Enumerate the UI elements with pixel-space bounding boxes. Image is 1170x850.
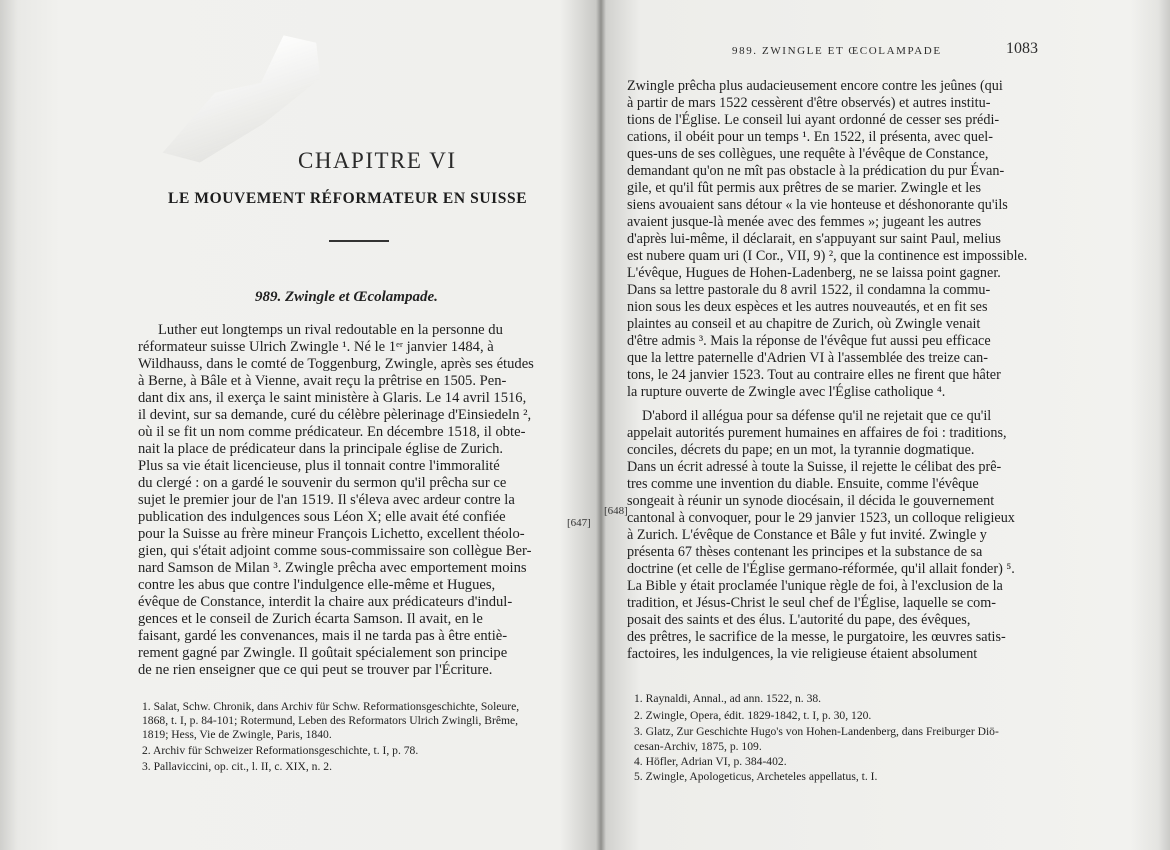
body-line: Wildhauss, dans le comté de Toggenburg, Zwingle, après ses études (138, 356, 534, 372)
body-line: tres comme une invention du diable. Ensuite, comme l'évêque (627, 476, 979, 492)
body-line: appelait autorités purement humaines en affaires de foi : traditions, (627, 425, 1007, 441)
body-line: cantonal à convoquer, pour le 29 janvier 1523, un colloque religieux (627, 510, 1015, 526)
body-line: à partir de mars 1522 cessèrent d'être observés) et autres institu- (627, 95, 991, 111)
running-head: 989. ZWINGLE ET ŒCOLAMPADE (732, 45, 942, 57)
body-line: siens avouaient sans détour « la vie honteuse et déshonorante qu'ils (627, 197, 1008, 213)
footnote-line: cesan-Archiv, 1875, p. 109. (634, 740, 762, 753)
body-line: Plus sa vie était licencieuse, plus il tonnait contre l'immoralité (138, 458, 500, 474)
footnote-line: 2. Zwingle, Opera, édit. 1829-1842, t. I, p. 30, 120. (634, 709, 872, 722)
body-line: tions de l'Église. Le conseil lui ayant ordonné de cesser ses prédi- (627, 112, 1000, 128)
body-line: D'abord il allégua pour sa défense qu'il ne rejetait que ce qu'il (642, 408, 992, 424)
body-line: faisant, gardé les convenances, mais il ne tarda pas à être entiè- (138, 628, 508, 644)
body-line: factoires, les indulgences, la vie religieuse étaient absolument (627, 646, 978, 662)
body-line: doctrine (et celle de l'Église germano-réformée, qu'il allait fonder) ⁵. (627, 561, 1015, 577)
body-line: Dans un écrit adressé à toute la Suisse, il rejette le célibat des prê- (627, 459, 1002, 475)
body-line: demandant qu'on ne mît pas obstacle à la prédication du pur Évan- (627, 163, 1005, 179)
body-line: il devint, sur sa demande, curé du célèbre pèlerinage d'Einsiedeln ², (138, 407, 532, 423)
footnote-line: 1. Salat, Schw. Chronik, dans Archiv für Schw. Reformationsgeschichte, Soleure, (142, 700, 520, 713)
body-line: La Bible y était proclamée l'unique règle de foi, à l'exclusion de la (627, 578, 1003, 594)
title-rule (329, 240, 389, 242)
body-line: sujet le premier jour de l'an 1519. Il s'éleva avec ardeur contre la (138, 492, 515, 508)
margin-reference: [648] (604, 505, 628, 517)
body-line: Luther eut longtemps un rival redoutable en la personne du (158, 322, 503, 338)
body-line: plaintes au conseil et au chapitre de Zurich, où Zwingle venait (627, 316, 981, 332)
footnote-line: 3. Pallaviccini, op. cit., l. II, c. XIX, n. 2. (142, 760, 332, 773)
body-line: avaient jusque-là menée avec des femmes »; jugeant les autres (627, 214, 982, 230)
body-line: du clergé : on a gardé le souvenir du sermon qu'il prêcha sur ce (138, 475, 507, 491)
body-line: songeait à réunir un synode diocésain, il décida le gouvernement (627, 493, 995, 509)
footnote-line: 5. Zwingle, Apologeticus, Archeteles appellatus, t. I. (634, 770, 878, 783)
body-line: dant dix ans, il exerça le saint ministère à Glaris. Le 14 avril 1516, (138, 390, 527, 406)
body-line: d'après lui-même, il déclarait, en s'appuyant sur saint Paul, melius (627, 231, 1001, 247)
footnote-line: 2. Archiv für Schweizer Reformationsgeschichte, t. I, p. 78. (142, 744, 419, 757)
body-line: posait des saints et des élus. L'autorité du pape, des évêques, (627, 612, 971, 628)
body-line: évêque de Constance, interdit la chaire aux prédicateurs d'indul- (138, 594, 513, 610)
subsection-title: 989. Zwingle et Œcolampade. (255, 289, 438, 305)
footnote-line: 3. Glatz, Zur Geschichte Hugo's von Hohen-Landenberg, dans Freiburger Diö- (634, 725, 999, 738)
body-line: Zwingle prêcha plus audacieusement encore contre les jeûnes (qui (627, 78, 1003, 94)
body-line: Dans sa lettre pastorale du 8 avril 1522, il condamna la commu- (627, 282, 991, 298)
body-line: à Berne, à Bâle et à Vienne, avait reçu la prêtrise en 1505. Pen- (138, 373, 507, 389)
body-line: pour la Suisse au frère mineur François Lichetto, excellent théolo- (138, 526, 525, 542)
body-line: réformateur suisse Ulrich Zwingle ¹. Né le 1ᵉʳ janvier 1484, à (138, 339, 494, 355)
body-line: gien, qui s'était adjoint comme sous-commissaire son collègue Ber- (138, 543, 532, 559)
footnote-line: 1. Raynaldi, Annal., ad ann. 1522, n. 38. (634, 692, 822, 705)
body-line: gile, et qu'il fût permis aux prêtres de se marier. Zwingle et les (627, 180, 981, 196)
body-line: où il se fit un nom comme prédicateur. En décembre 1518, il obte- (138, 424, 526, 440)
body-line: est nubere quam uri (I Cor., VII, 9) ², que la continence est impossible. (627, 248, 1028, 264)
body-line: de ne rien enseigner que ce qui peut se trouver par l'Écriture. (138, 662, 493, 678)
body-line: tons, le 24 janvier 1523. Tout au contraire elles ne firent que hâter (627, 367, 1001, 383)
body-line: publication des indulgences sous Léon X; elle avait été confiée (138, 509, 506, 525)
body-line: nard Samson de Milan ³. Zwingle prêcha avec emportement moins (138, 560, 527, 576)
body-line: des prêtres, le sacrifice de la messe, le purgatoire, les œuvres satis- (627, 629, 1006, 645)
body-line: que la lettre paternelle d'Adrien VI à l'assemblée des treize can- (627, 350, 988, 366)
body-line: ques-uns de ses collègues, une requête à l'évêque de Constance, (627, 146, 989, 162)
margin-reference: [647] (567, 517, 591, 529)
body-line: tradition, et Jésus-Christ le seul chef de l'Église, laquelle se com- (627, 595, 996, 611)
footnote-line: 4. Höfler, Adrian VI, p. 384-402. (634, 755, 787, 768)
body-line: la rupture ouverte de Zwingle avec l'Église catholique ⁴. (627, 384, 946, 400)
body-line: L'évêque, Hugues de Hohen-Ladenberg, ne se laissa point gagner. (627, 265, 1001, 281)
body-line: cations, il obéit pour un temps ¹. En 1522, il présenta, avec quel- (627, 129, 993, 145)
body-line: d'être admis ³. Mais la réponse de l'évêque fut aussi peu efficace (627, 333, 991, 349)
footnote-line: 1819; Hess, Vie de Zwingle, Paris, 1840. (142, 728, 332, 741)
chapter-title: CHAPITRE VI (298, 148, 457, 173)
body-line: contre les abus que contre l'indulgence elle-même et Hugues, (138, 577, 496, 593)
body-line: conciles, décrets du pape; en un mot, la tyrannie dogmatique. (627, 442, 975, 458)
page-number: 1083 (1006, 40, 1038, 57)
body-line: gences et le conseil de Zurich écarta Samson. Il avait, en le (138, 611, 483, 627)
body-line: à Zurich. L'évêque de Constance et Bâle y fut invité. Zwingle y (627, 527, 987, 543)
body-line: rement gagné par Zwingle. Il goûtait spécialement son principe (138, 645, 508, 661)
body-line: présenta 67 thèses contenant les principes et la substance de sa (627, 544, 983, 560)
right-page (602, 0, 1170, 850)
body-line: nait la place de prédicateur dans la principale église de Zurich. (138, 441, 504, 457)
body-line: nion sous les deux espèces et les autres nouveautés, et en fit ses (627, 299, 988, 315)
footnote-line: 1868, t. I, p. 84-101; Rotermund, Leben des Reformators Ulrich Zwingli, Brême, (142, 714, 519, 727)
section-title: LE MOUVEMENT RÉFORMATEUR EN SUISSE (168, 190, 528, 207)
